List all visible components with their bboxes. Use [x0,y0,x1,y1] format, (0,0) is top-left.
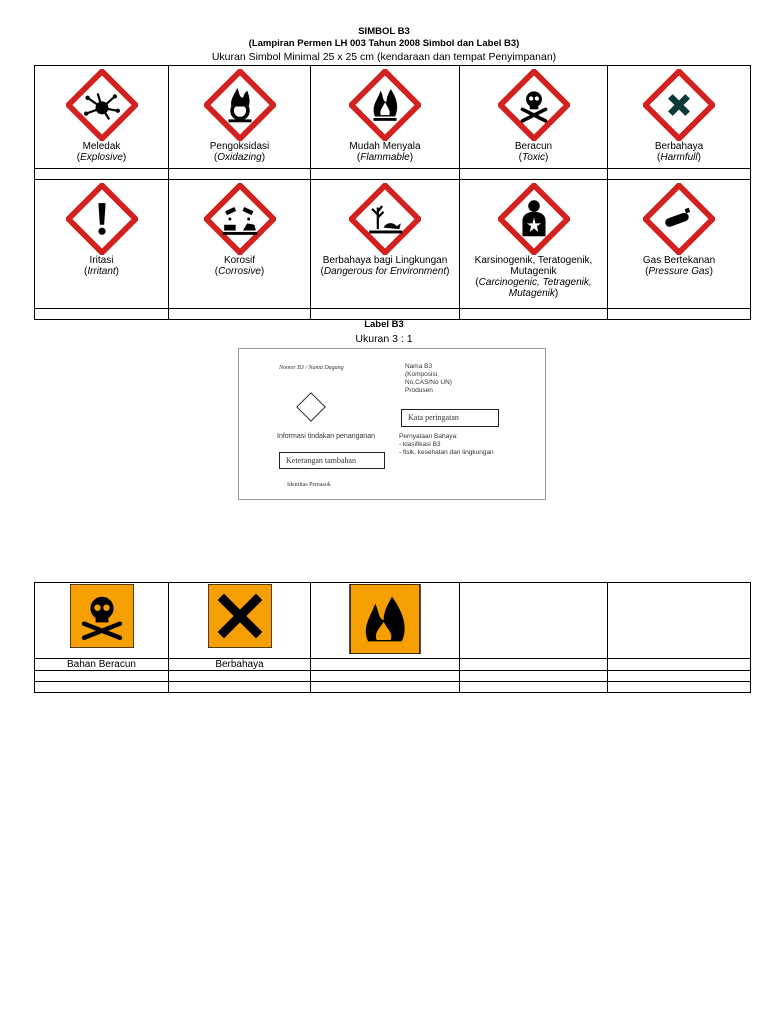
symbol-name: Beracun [514,141,553,152]
size-note: Ukuran Simbol Minimal 25 x 25 cm (kendaraan dan tempat Penyimpanan) [211,51,557,63]
label-diamond-icon [293,389,329,425]
label-section-title: Label B3 [364,319,404,330]
additional-info-text: Keterangan tambahan [286,456,356,465]
symbol-name-en: Oxidazing [217,152,262,163]
handling-info-text: Informasi tindakan penanganan [277,433,376,440]
eu-symbol-label [608,659,751,671]
ghs-symbol-table [34,65,751,320]
label-right-line: Produsen [405,387,433,394]
corrosion-icon [204,183,276,255]
eu-symbol-label [311,659,460,671]
symbol-cell-beracun: Beracun (Toxic) [460,66,608,169]
symbol-name: Berbahaya bagi Lingkungan [322,255,448,266]
eu-symbol-label: Berbahaya [169,659,311,671]
eu-symbol-cell-toxic [35,583,169,659]
symbol-name: Iritasi [89,255,114,266]
eu-symbol-cell-empty [608,583,751,659]
symbol-name: Meledak [82,141,121,152]
additional-info-box [279,452,385,469]
symbol-name-en: Flammable [360,152,410,163]
label-right-line: No.CAS/No UN) [405,379,452,386]
label-right-block [405,363,452,395]
symbol-name: Berbahaya [654,141,704,152]
symbol-name: Mudah Menyala [349,141,421,152]
eu-symbol-cell-harmful [169,583,311,659]
label-bottom-left: Identitas Pemasok [287,482,331,488]
symbol-cell-gas-bertekanan: Gas Bertekanan (Pressure Gas) [608,180,751,309]
flame-over-circle-icon [204,69,276,141]
label-section-scale: Ukuran 3 : 1 [355,333,413,345]
hazard-line: - fisik, kesehatan dan lingkungan [399,449,494,456]
symbol-name-en: Corrosive [218,266,261,277]
symbol-name-en: Toxic [522,152,545,163]
symbol-name: Gas Bertekanan [642,255,716,266]
hazard-statement-block [399,433,494,457]
environment-icon [349,183,421,255]
symbol-cell-lingkungan: Berbahaya bagi Lingkungan (Dangerous for Environment) [311,180,460,309]
signal-word-text: Kata peringatan [408,413,459,422]
eu-symbol-label [460,659,608,671]
symbol-name-en: Explosive [80,152,123,163]
symbol-cell-meledak: Meledak (Explosive) [35,66,169,169]
symbol-name-en: Harmfull [660,152,698,163]
cross-icon [643,69,715,141]
label-b3-sample [238,348,546,500]
hazard-title: Pernyataan Bahaya: [399,433,458,440]
label-right-line: (Komposisi, [405,371,439,378]
symbol-name-en: Dangerous for Environment [323,266,447,277]
health-hazard-icon [498,183,570,255]
symbol-name-en: Carcinogenic, Tetragenik, Mutagenik [478,277,592,299]
page-title: SIMBOL B3 [358,26,410,37]
symbol-cell-berbahaya: Berbahaya (Harmfull) [608,66,751,169]
symbol-name-en: Irritant [87,266,116,277]
eu-symbol-label: Bahan Beracun [35,659,169,671]
cross-icon [208,584,272,648]
flame-icon [349,584,421,654]
symbol-cell-iritasi: Iritasi (Irritant) [35,180,169,309]
flame-icon [349,69,421,141]
exclamation-icon [66,183,138,255]
symbol-name: Karsinogenik, Teratogenik, Mutagenik [474,255,593,277]
skull-crossbones-icon [70,584,134,648]
exploding-bomb-icon [66,69,138,141]
symbol-cell-mudah-menyala: Mudah Menyala (Flammable) [311,66,460,169]
eu-symbol-cell-flammable [311,583,460,659]
symbol-cell-korosif: Korosif (Corrosive) [169,180,311,309]
label-top-left: Nomor B3 / Nama Dagang [279,365,344,371]
symbol-cell-pengoksidasi: Pengoksidasi (Oxidazing) [169,66,311,169]
gas-cylinder-icon [643,183,715,255]
label-right-line: Nama B3 [405,363,433,370]
eu-symbol-table [34,582,751,693]
hazard-line: - klasifikasi B3 [399,441,441,448]
eu-symbol-cell-empty [460,583,608,659]
signal-word-box [401,409,499,427]
skull-crossbones-icon [498,69,570,141]
page-subtitle: (Lampiran Permen LH 003 Tahun 2008 Simbol dan Label B3) [248,38,520,49]
symbol-name: Pengoksidasi [209,141,270,152]
symbol-cell-karsinogenik: Karsinogenik, Teratogenik, Mutagenik (Carcinogenic, Tetragenik, Mutagenik) [460,180,608,309]
symbol-name-en: Pressure Gas [648,266,710,277]
symbol-name: Korosif [223,255,256,266]
